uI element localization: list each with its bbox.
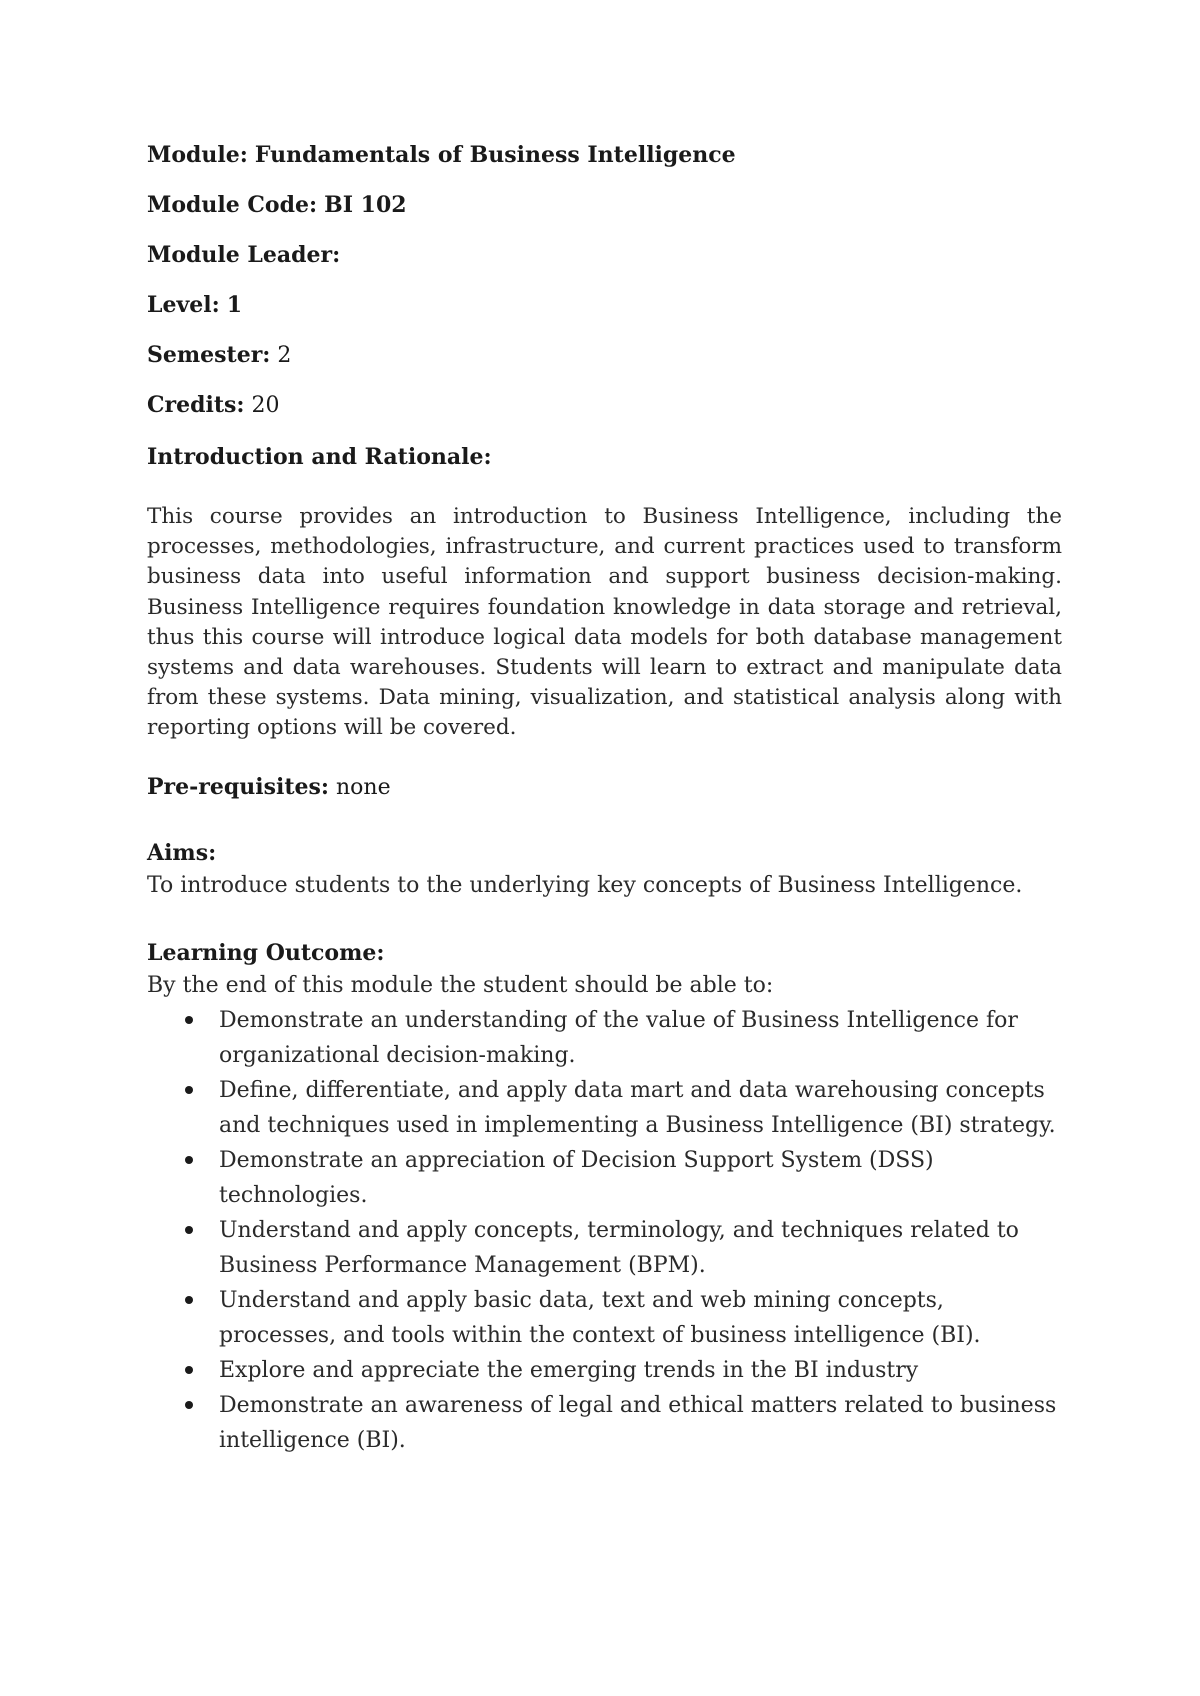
list-item-text: Demonstrate an understanding of the value of Business Intelligence for organizational decision-making. bbox=[219, 1008, 1018, 1068]
list-item bbox=[147, 1388, 1062, 1458]
aims-text: To introduce students to the underlying key concepts of Business Intelligence. bbox=[147, 873, 1023, 898]
intro-paragraph: This course provides an introduction to Business Intelligence, including the processes, methodologies, infrastructure, and current practices used to transform business data into useful information and support business decision-making. Business Intelligence requires foundation knowledge in data storage and retrieval, thus this course will introduce logical data models for both database management systems and data warehouses. Students will learn to extract and manipulate data from these systems. Data mining, visualization, and statistical analysis along with reporting options will be covered. bbox=[147, 504, 1062, 741]
bullet-icon bbox=[185, 1366, 193, 1374]
module-code-field bbox=[147, 190, 407, 221]
aims-heading: Aims: bbox=[147, 840, 217, 866]
bullet-icon bbox=[185, 1156, 193, 1164]
list-item bbox=[147, 1143, 1062, 1213]
list-item-text: Define, differentiate, and apply data mart and data warehousing concepts and techniques used in implementing a Business Intelligence (BI) strategy. bbox=[219, 1078, 1056, 1138]
prerequisites-value: none bbox=[336, 775, 391, 800]
learning-outcome-heading: Learning Outcome: bbox=[147, 940, 385, 966]
semester-label: Semester: bbox=[147, 342, 271, 368]
module-leader-field bbox=[147, 240, 340, 271]
learning-outcome-lead: By the end of this module the student should be able to: bbox=[147, 973, 774, 998]
bullet-icon bbox=[185, 1296, 193, 1304]
level-value: 1 bbox=[226, 292, 243, 318]
list-item-text: Explore and appreciate the emerging trends in the BI industry bbox=[219, 1358, 919, 1383]
list-item bbox=[147, 1283, 1062, 1353]
module-title-field bbox=[147, 140, 736, 171]
credits-value: 20 bbox=[251, 393, 280, 418]
list-item bbox=[147, 1353, 1062, 1388]
semester-value: 2 bbox=[277, 343, 292, 368]
prerequisites-field bbox=[147, 772, 391, 803]
bullet-icon bbox=[185, 1401, 193, 1409]
semester-field bbox=[147, 340, 291, 371]
list-item-text: Demonstrate an appreciation of Decision Support System (DSS) technologies. bbox=[219, 1148, 934, 1208]
module-code-label: Module Code: bbox=[147, 192, 318, 218]
bullet-icon bbox=[185, 1226, 193, 1234]
list-item bbox=[147, 1073, 1062, 1143]
learning-outcomes-list bbox=[147, 1003, 1062, 1458]
list-item-text: Understand and apply concepts, terminology, and techniques related to Business Performance Management (BPM). bbox=[219, 1218, 1019, 1278]
module-label: Module: bbox=[147, 142, 248, 168]
module-leader-label: Module Leader: bbox=[147, 242, 341, 268]
list-item bbox=[147, 1003, 1062, 1073]
level-field bbox=[147, 290, 242, 321]
level-label: Level: bbox=[147, 292, 220, 318]
bullet-icon bbox=[185, 1016, 193, 1024]
list-item bbox=[147, 1213, 1062, 1283]
credits-field bbox=[147, 390, 280, 421]
module-title: Fundamentals of Business Intelligence bbox=[254, 142, 736, 168]
list-item-text: Understand and apply basic data, text and web mining concepts, processes, and tools within the context of business intelligence (BI). bbox=[219, 1288, 981, 1348]
prerequisites-label: Pre-requisites: bbox=[147, 774, 329, 800]
module-code-value: BI 102 bbox=[324, 192, 407, 218]
intro-heading: Introduction and Rationale: bbox=[147, 444, 492, 470]
bullet-icon bbox=[185, 1086, 193, 1094]
credits-label: Credits: bbox=[147, 392, 245, 418]
list-item-text: Demonstrate an awareness of legal and ethical matters related to business intelligence (BI). bbox=[219, 1393, 1057, 1453]
